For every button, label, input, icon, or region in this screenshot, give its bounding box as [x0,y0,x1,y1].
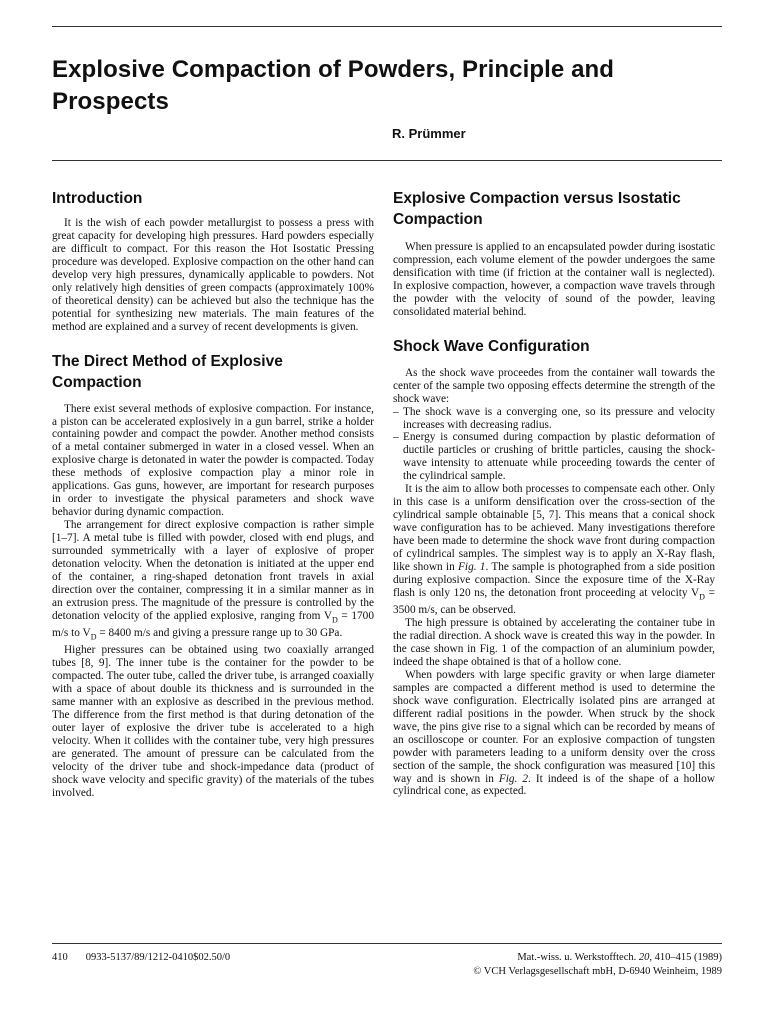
paper-title: Explosive Compaction of Powders, Principle and Prospects [52,56,615,115]
article-code: 0933-5137/89/1212-0410$02.50/0 [85,952,231,963]
footer-left [52,951,248,965]
footer-rule [52,943,722,944]
copyright-notice: © VCH Verlagsgesellschaft mbH, D-6940 Weinheim, 1989 [473,965,722,977]
section-heading-introduction: Introduction [52,190,143,207]
list-item: – Energy is consumed during compaction by plastic deformation of ductile particles or crushing of brittle particles, causing the shock-wave intensity to attenuate while proceeding towards the center of the cylindrical sample. [393,431,715,483]
direct-paragraph-1: There exist several methods of explosive compaction. For instance, a piston can be accelerated explosively in a gun barrel, strike a holder containing powder and compact the powder. Another method consists of a metal container submerged in water in a closed vessel. When an explosive charge is detonated in water the powder is compacted. Today these methods of explosive compaction play a minor role in applications. Gas guns, however, are important for research purposes in order to investigate the physical parameters and shock wave behavior during dynamic compaction. [52,402,374,519]
list-item: – The shock wave is a converging one, so its pressure and velocity increases with decreasing radius. [393,405,715,431]
section-heading-shock-wave: Shock Wave Configuration [393,337,590,355]
section-heading-isostatic: Explosive Compaction versus Isostatic Compaction [393,190,681,228]
left-column [52,188,374,800]
header-rule [52,160,722,161]
figure-reference: Fig. 2 [498,772,529,785]
page-number: 410 [52,952,68,963]
footer-right [473,951,722,978]
direct-paragraph-3: Higher pressures can be obtained using two coaxially arranged tubes [8, 9]. The inner tube is the container for the powder to be compacted. The outer tube, called the driver tube, is arranged coaxially with a space of about double its thickness and is surrounded in the same manner with an explosive as described in the previous method. The difference from the first method is that during detonation of the outer layer of explosive the driver tube is accelerated to a high velocity. When it collides with the container tube, very high pressures are generated. The amount of pressure can be calculated from the velocity of the driver tube and shock-impedance data (product of shock wave velocity and specific gravity) of the materials of the tubes involved. [52,644,374,799]
isostatic-paragraph: When pressure is applied to an encapsulated powder during isostatic compression, each volume element of the powder undergoes the same densification with time (if friction at the container wall is neglected). In explosive compaction, however, a compaction wave travels through the powder with the velocity of sound of the powder, leaving consolidated material behind. [393,241,715,318]
section-heading-direct-method: The Direct Method of Explosive Compaction [52,352,283,391]
shock-paragraph-2: It is the aim to allow both processes to compensate each other. Only in this case is a uniform densification over the cross-section of the cylindrical sample obtainable [5, 7]. This means that a conical shock wave configuration has to be achieved. Many investigations therefore have been made to determine the shock wave front during compaction of cylindrical samples. The simplest way is to apply an X-Ray flash, like shown in Fig. 1. The sample is photographed from a side position during explosive compaction. Since the exposure time of the X-Ray flash is only 120 ns, the detonation front proceeding at velocity $V_D = 3500$ m/s, can be observed. [393,483,715,617]
top-rule [52,26,722,27]
right-column [393,188,715,798]
direct-paragraph-2: The arrangement for direct explosive compaction is rather simple [1–7]. A metal tube is filled with powder, closed with end plugs, and surrounded symmetrically with a layer of explosive of proper detonation velocity. When the detonation is initiated at the upper end of the container, a ring-shaped detonation front travels in axial direction over the container, compressing it in a similar manner as in an extrusion press. The magnitude of the pressure is controlled by the detonation velocity of the applied explosive, ranging from $V_D = 1700$ m/s to $V_D = 8400$ m/s and giving a pressure range up to 30 GPa. [52,519,374,642]
shock-paragraph-4: When powders with large specific gravity or when large diameter samples are compacted a different method is used to determine the shock wave configuration. Electrically isolated pins are arranged at different radial positions in the powder. When struck by the shock wave, the pins give rise to a signal which can be recorded by means of an oscilloscope or counter. For an explosive compaction of tungsten powder with parameters leading to a uniform density over the cross section of the sample, the shock configuration was measured [10] this way and is shown in Fig. 2. It indeed is of the shape of a hollow cylindrical cone, as expected. [393,668,715,798]
author-name: R. Prümmer [392,126,466,141]
figure-reference: Fig. 1 [458,561,486,574]
intro-paragraph: It is the wish of each powder metallurgist to possess a press with great capacity for developing high pressures. Hard powders especially are difficult to compact. For this reason the Hot Isostatic Pressing procedure was developed. Explosive compaction on the other hand can develop very high pressures, dynamically applicable to powders. Not only relatively high densities of green compacts (approximately 100% of theoretical density) can be achieved but also the technique has the potential for synthesizing new materials. The main features of the method are explained and a survey of recent developments is given. [52,217,374,333]
journal-citation: Mat.-wiss. u. Werkstofftech. 20, 410–415 (1989) [517,952,722,963]
shock-paragraph-1: As the shock wave proceedes from the container wall towards the center of the sample two opposing effects determine the strength of the shock wave: [393,366,715,405]
shock-paragraph-3: The high pressure is obtained by accelerating the container tube in the radial direction. A shock wave is created this way in the powder. In the case shown in Fig. 1 of the compaction of an aluminium powder, indeed the shape obtained is that of a hollow cone. [393,617,715,668]
shock-effects-list [393,406,715,484]
